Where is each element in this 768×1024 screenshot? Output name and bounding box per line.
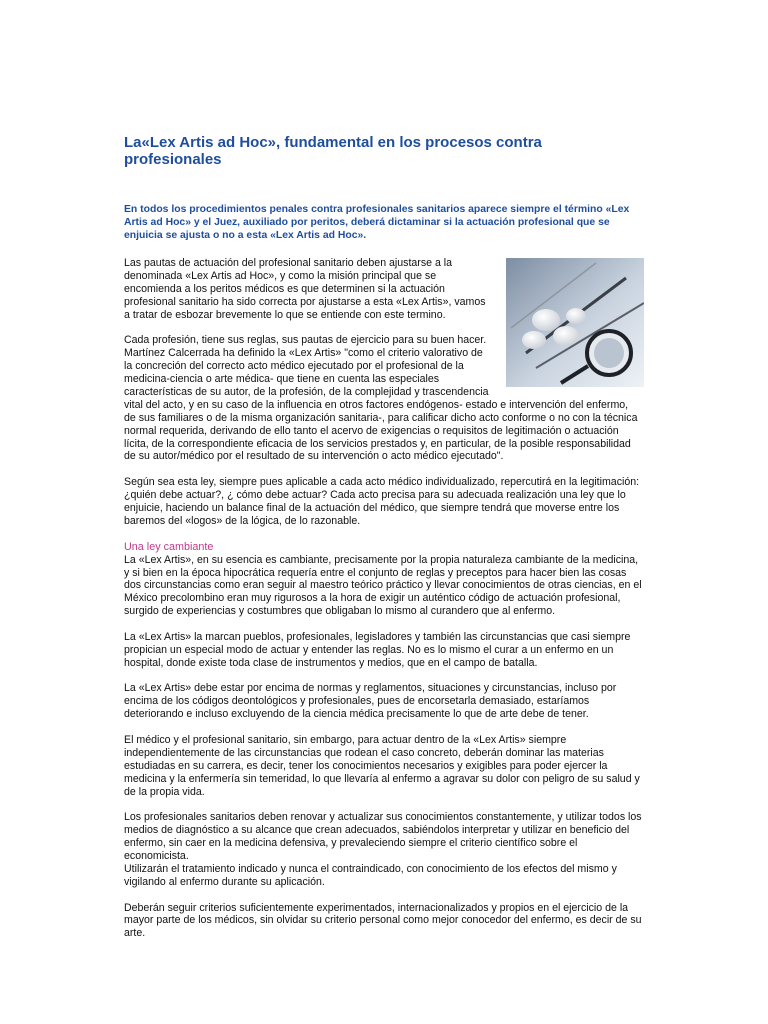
paragraph: Los profesionales sanitarios deben renovar y actualizar sus conocimientos constantemente, y utilizar todos los medios de diagnóstico a su alcance que crean adecuados, sabiéndolos interpretar y utilizar en beneficio del enfermo, sin caer en la medicina defensiva, y prevaleciendo siempre el criterio científico sobre el economicista. Utilizarán el tratamiento indicado y nunca el contraindicado, con conocimiento de los efectos del mismo y vigilando al enfermo durante su aplicación. (124, 811, 642, 888)
paragraph: Según sea esta ley, siempre pues aplicable a cada acto médico individualizado, repercutirá en la legitimación: ¿quién debe actuar?, ¿ cómo debe actuar? Cada acto precisa para su adecuada realización una ley que lo enjuicie, haciendo un balance final de la actuación del médico, que siempre tendrá que moverse entre los baremos del «logos» de la lógica, de lo razonable. (124, 476, 640, 527)
paragraph: Cada profesión, tiene sus reglas, sus pautas de ejercicio para su buen hacer. Martínez Calcerrada ha definido la «Lex Artis» "como el criterio valorativo de la concreción del correcto acto médico ejecutado por el profesional de la medicina-ciencia o arte médica- que tiene en cuenta las especiales características de su autor, de la profesión, de la complejidad y trascendencia vital del acto, y en su caso de la influencia en otros factores endógenos- estado e intervención del enfermo, de sus familiares o de la misma organización sanitaria-, para calificar dicho acto conforme o no con la técnica normal requerida, derivando de ello tanto el acervo de exigencias o requisitos de legitimación o actuación lícita, de la correspondiente eficacia de los servicios prestados y, en particular, de la posible responsabilidad de su autor/médico por el resultado de su intervención o acto médico ejecutado". (124, 334, 638, 463)
article-title: La«Lex Artis ad Hoc», fundamental en los procesos contra profesionales (124, 134, 542, 168)
article-body (124, 257, 642, 940)
paragraph: La «Lex Artis» debe estar por encima de normas y reglamentos, situaciones y circunstancias, incluso por encima de los códigos deontológicos y profesionales, pues de encorsetarla demasiado, estaríamos deteriorando e incluso excluyendo de la ciencia médica precisamente lo que de arte debe de tener. (124, 682, 617, 721)
paragraph: Las pautas de actuación del profesional sanitario deben ajustarse a la denominada «Lex Artis ad Hoc», y como la misión principal que se encomienda a los peritos médicos es que determinen si la actuación profesional sanitario ha sido correcta por ajustarse a esta «Lex Artis», vamos a tratar de esbozar brevemente lo que se entiende con este termino. (124, 257, 486, 321)
section-subheading: Una ley cambiante (124, 540, 214, 553)
paragraph: El médico y el profesional sanitario, sin embargo, para actuar dentro de la «Lex Artis» siempre independientemente de las circunstancias que rodean el caso concreto, deberán dominar las materias estudiadas en su carrera, es decir, tener los conocimientos necesarios y exigibles para poder ejercer la medicina y la enfermería sin temeridad, lo que llevaría al enfermo a agravar su dolor con peligro de su salud y de la propia vida. (124, 733, 640, 798)
article-lead: En todos los procedimientos penales contra profesionales sanitarios aparece siempre el término «Lex Artis ad Hoc» y el Juez, auxiliado por peritos, deberá dictaminar si la actuación profesional que se enjuicia se ajusta o no a esta «Lex Artis ad Hoc». (124, 204, 630, 241)
paragraph: La «Lex Artis» la marcan pueblos, profesionales, legisladores y también las circunstancias que casi siempre propician un especial modo de actuar y entender las reglas. No es lo mismo el curar a un enfermo en un hospital, donde existe toda clase de instrumentos y medios, que en el campo de batalla. (124, 630, 631, 669)
section (124, 541, 642, 619)
paragraph: Deberán seguir criterios suficientemente experimentados, internacionalizados y propios en el ejercicio de la mayor parte de los médicos, sin olvidar su criterio personal como mejor conocedor del enfermo, es decir de su arte. (124, 901, 642, 940)
medical-instruments-photo (506, 258, 644, 387)
paragraph: La «Lex Artis», en su esencia es cambiante, precisamente por la propia naturaleza cambiante de la medicina, y si bien en la época hipocrática requería entre el conjunto de reglas y preceptos para hacer bien las cosas dos circunstancias como eran seguir al maestro teórico práctico y llevar conocimientos de otras ciencias, en el México precolombino eran muy rigurosos a la hora de exigir un auténtico código de actuación profesional, surgido de experiencias y costumbres que obligaban lo mismo al curandero que al enfermo. (124, 553, 642, 618)
article (124, 134, 642, 953)
